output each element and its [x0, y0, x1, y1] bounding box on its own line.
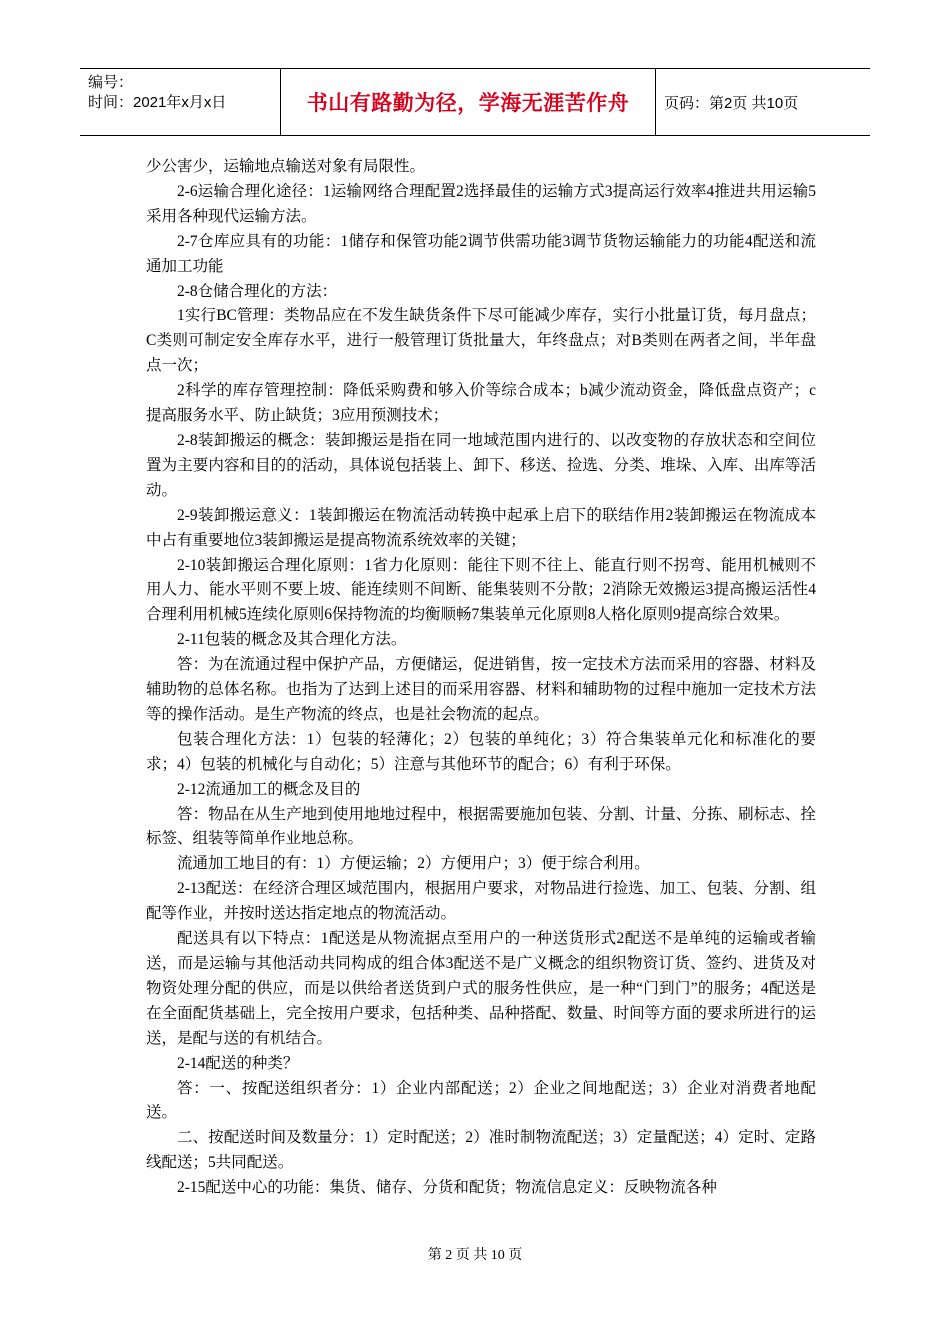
document-number-label: 编号：	[88, 74, 134, 91]
paragraph: 2科学的库存管理控制：降低采购费和够入价等综合成本；b减少流动资金，降低盘点资产；c提高服务水平、防止缺货；3应用预测技术；	[146, 382, 816, 425]
paragraph: 2-13配送：在经济合理区域范围内，根据用户要求，对物品进行捡选、加工、包装、分割、组配等作业，并按时送达指定地点的物流活动。	[146, 880, 816, 923]
paragraph: 包装合理化方法：1）包装的轻薄化；2）包装的单纯化；3）符合集装单元化和标准化的要求；4）包装的机械化与自动化；5）注意与其他环节的配合；6）有利于环保。	[146, 730, 816, 773]
paragraph: 2-8装卸搬运的概念：装卸搬运是指在同一地域范围内进行的、以改变物的存放状态和空间位置为主要内容和目的的活动，具体说包括装上、卸下、移送、捡选、分类、堆垛、入库、出库等活动。	[146, 431, 816, 499]
paragraph: 2-12流通加工的概念及目的	[177, 780, 361, 798]
paragraph: 2-9装卸搬运意义：1装卸搬运在物流活动转换中起承上启下的联结作用2装卸搬运在物流成本中占有重要地位3装卸搬运是提高物流系统效率的关键；	[146, 506, 816, 549]
header-page-number: 页码：第2页 共10页	[664, 94, 799, 112]
footer-page-number: 第 2 页 共 10 页	[427, 1248, 523, 1263]
paragraph: 2-10装卸搬运合理化原则：1省力化原则：能往下则不往上、能直行则不拐弯、能用机械则不用人力、能水平则不要上坡、能连续则不间断、能集装则不分散；2消除无效搬运3提高搬运活性4合理利用机械5连续化原则6保持物流的均衡顺畅7集装单元化原则8人格化原则9提高综合效果。	[146, 556, 816, 624]
document-body	[146, 155, 816, 1201]
paragraph: 2-14配送的种类？	[177, 1054, 299, 1072]
paragraph: 2-6运输合理化途径：1运输网络合理配置2选择最佳的运输方式3提高运行效率4推进共用运输5采用各种现代运输方法。	[146, 182, 816, 225]
paragraph: 二、按配送时间及数量分：1）定时配送；2）准时制物流配送；3）定量配送；4）定时、定路线配送；5共同配送。	[146, 1129, 816, 1172]
paragraph: 答：物品在从生产地到使用地地过程中，根据需要施加包装、分割、计量、分拣、刷标志、拴标签、组装等简单作业地总称。	[146, 805, 816, 848]
paragraph: 1实行BC管理：类物品应在不发生缺货条件下尽可能减少库存，实行小批量订货，每月盘点；C类则可制定安全库存水平，进行一般管理订货批量大，年终盘点；对B类则在两者之间，半年盘点一次；	[146, 307, 816, 375]
header-meta-cell	[80, 69, 281, 135]
header-motto: 书山有路勤为径，学海无涯苦作舟	[306, 92, 630, 115]
page-footer	[0, 1244, 950, 1264]
header-page-cell	[656, 69, 870, 135]
header-motto-cell	[281, 69, 656, 135]
paragraph: 2-11包装的概念及其合理化方法。	[177, 631, 407, 649]
page-header	[80, 68, 870, 136]
paragraph: 答：为在流通过程中保护产品，方便储运，促进销售，按一定技术方法而采用的容器、材料及辅助物的总体名称。也指为了达到上述目的而采用容器、材料和辅助物的过程中施加一定技术方法等的操作活动。是生产物流的终点，也是社会物流的起点。	[146, 656, 816, 723]
paragraph: 流通加工地目的有：1）方便运输；2）方便用户；3）便于综合利用。	[177, 855, 650, 873]
paragraph: 少公害少，运输地点输送对象有局限性。	[146, 158, 426, 175]
paragraph: 2-7仓库应具有的功能：1储存和保管功能2调节供需功能3调节货物运输能力的功能4配送和流通加工功能	[146, 232, 816, 275]
document-time-label: 时间：2021年x月x日	[88, 94, 227, 111]
paragraph: 2-8仓储合理化的方法：	[177, 282, 338, 300]
paragraph: 配送具有以下特点：1配送是从物流据点至用户的一种送货形式2配送不是单纯的运输或者输送，而是运输与其他活动共同构成的组合体3配送不是广义概念的组织物资订货、签约、进货及对物资处理分配的供应，而是以供给者送货到户式的服务性供应，是一种“门到门”的服务；4配送是在全面配货基础上，完全按用户要求，包括种类、品种搭配、数量、时间等方面的要求所进行的运送，是配与送的有机结合。	[146, 930, 816, 1047]
paragraph: 答：一、按配送组织者分：1）企业内部配送；2）企业之间地配送；3）企业对消费者地配送。	[146, 1079, 816, 1122]
paragraph: 2-15配送中心的功能：集货、储存、分货和配货；物流信息定义：反映物流各种	[177, 1179, 717, 1197]
